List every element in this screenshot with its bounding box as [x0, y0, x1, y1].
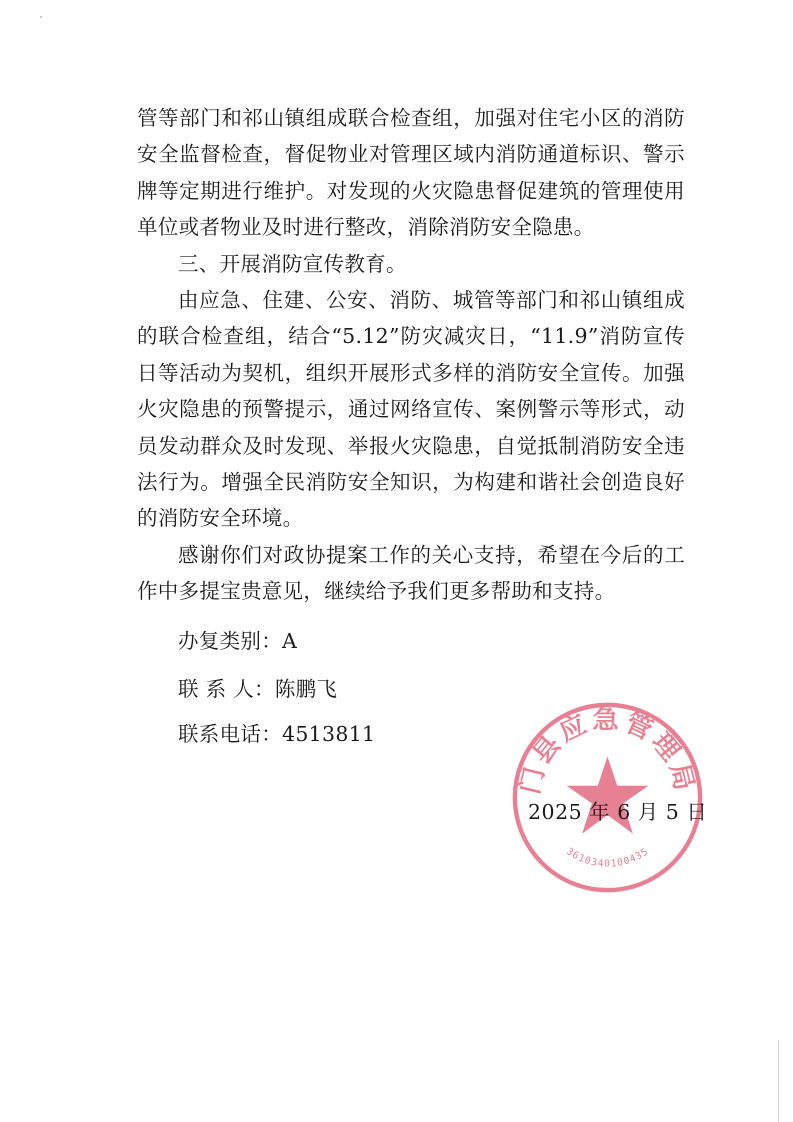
paragraph-continued: 管等部门和祁山镇组成联合检查组，加强对住宅小区的消防安全监督检查，督促物业对管理区域内消防通道标识、警示牌等定期进行维护。对发现的火灾隐患督促建筑的管理使用单位或者物业及时进行整改，消除消防安全隐患。	[137, 106, 685, 240]
svg-text:门县应急管理局: 门县应急管理局	[515, 705, 700, 798]
document-date: 2025 年 6 月 5 日	[528, 800, 708, 824]
svg-text:3610340100435: 3610340100435	[564, 846, 651, 870]
section-heading: 三、开展消防宣传教育。	[178, 251, 407, 276]
thanks-paragraph: 感谢你们对政协提案工作的关心支持，希望在今后的工作中多提宝贵意见，继续给予我们更多帮助和支持。	[137, 542, 685, 604]
section-paragraph: 由应急、住建、公安、消防、城管等部门和祁山镇组成的联合检查组，结合“5.12”防灾减灾日，“11.9”消防宣传日等活动为契机，组织开展形式多样的消防安全宣传。加强火灾隐患的预警提示，通过网络宣传、案例警示等形式，动员发动群众及时发现、举报火灾隐患，自觉抵制消防安全违法行为。增强全民消防安全知识，为构建和谐社会创造良好的消防安全环境。	[137, 288, 685, 531]
reply-category: 办复类别：A	[178, 629, 298, 653]
scan-edge-line	[778, 1040, 779, 1122]
contact-person: 联 系 人：陈鹏飞	[178, 677, 338, 701]
body-text	[137, 100, 685, 610]
scan-speck	[40, 16, 42, 18]
contact-phone: 联系电话：4513811	[178, 722, 376, 746]
